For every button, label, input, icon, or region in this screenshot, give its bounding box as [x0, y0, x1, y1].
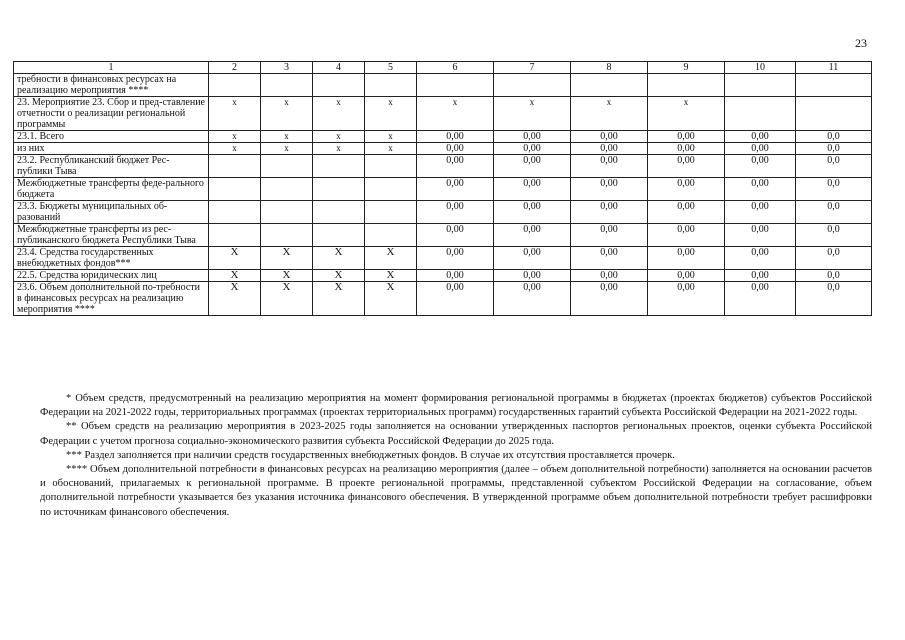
mark-cell: x — [209, 131, 261, 143]
mark-cell: X — [261, 282, 313, 316]
column-header-7: 7 — [494, 62, 571, 74]
value-cell: 0,0 — [796, 282, 872, 316]
value-cell: 0,00 — [417, 270, 494, 282]
mark-cell: X — [313, 270, 365, 282]
value-cell: 0,00 — [494, 282, 571, 316]
mark-cell — [365, 178, 417, 201]
value-cell: 0,00 — [648, 131, 725, 143]
table-row — [14, 131, 872, 143]
value-cell: 0,0 — [796, 224, 872, 247]
value-cell: 0,00 — [648, 247, 725, 270]
value-cell: 0,00 — [417, 282, 494, 316]
mark-cell — [261, 155, 313, 178]
table-body — [14, 74, 872, 316]
mark-cell — [313, 155, 365, 178]
value-cell: 0,00 — [648, 270, 725, 282]
row-label: Межбюджетные трансферты из рес-публиканского бюджета Республики Тыва — [14, 224, 209, 247]
value-cell: 0,00 — [648, 155, 725, 178]
page-number: 23 — [855, 36, 867, 50]
value-cell: 0,00 — [725, 247, 796, 270]
value-cell: 0,00 — [417, 201, 494, 224]
value-cell: 0,00 — [494, 143, 571, 155]
value-cell: x — [494, 97, 571, 131]
table-row — [14, 155, 872, 178]
footnote-2: ** Объем средств на реализацию мероприятия в 2023-2025 годы заполняется на основании утвержденных паспортов региональных проектов, оценки субъекта Российской Федерации с учетом прогноза социально-экономического развития субъекта Российской Федерации до 2025 года. — [40, 421, 872, 447]
value-cell: 0,00 — [494, 201, 571, 224]
mark-cell: x — [365, 143, 417, 155]
mark-cell — [209, 224, 261, 247]
mark-cell — [365, 155, 417, 178]
value-cell — [796, 97, 872, 131]
value-cell: 0,00 — [725, 201, 796, 224]
table-row — [14, 201, 872, 224]
value-cell: 0,0 — [796, 155, 872, 178]
value-cell: 0,00 — [725, 224, 796, 247]
mark-cell — [313, 178, 365, 201]
value-cell: 0,00 — [494, 224, 571, 247]
footnote-1: * Объем средств, предусмотренный на реализацию мероприятия на момент формирования региональной программы в бюджетах (проектах бюджетов) субъектов Российской Федерации на 2021-2022 годы, территориальных программах (проектах территориальных программ) государственных гарантий субъекта Российской Федерации на 2021-2022 годы. — [40, 393, 872, 419]
value-cell — [417, 74, 494, 97]
mark-cell: x — [209, 143, 261, 155]
table-row — [14, 224, 872, 247]
value-cell: 0,00 — [417, 131, 494, 143]
mark-cell — [365, 224, 417, 247]
value-cell: x — [417, 97, 494, 131]
column-header-1: 1 — [14, 62, 209, 74]
value-cell: 0,00 — [494, 247, 571, 270]
mark-cell: x — [261, 131, 313, 143]
value-cell: 0,00 — [725, 178, 796, 201]
table-row — [14, 143, 872, 155]
mark-cell: X — [209, 247, 261, 270]
column-header-3: 3 — [261, 62, 313, 74]
mark-cell — [209, 178, 261, 201]
financing-table — [13, 61, 872, 316]
value-cell: 0,0 — [796, 270, 872, 282]
row-label: требности в финансовых ресурсах на реализацию мероприятия **** — [14, 74, 209, 97]
table-row — [14, 270, 872, 282]
value-cell: 0,00 — [648, 143, 725, 155]
row-label: 23.4. Средства государственных внебюджетных фондов*** — [14, 247, 209, 270]
mark-cell: X — [313, 247, 365, 270]
mark-cell: x — [261, 143, 313, 155]
value-cell: 0,00 — [571, 178, 648, 201]
value-cell: 0,00 — [725, 270, 796, 282]
mark-cell — [261, 201, 313, 224]
mark-cell — [261, 74, 313, 97]
value-cell: 0,00 — [494, 155, 571, 178]
column-header-6: 6 — [417, 62, 494, 74]
value-cell: 0,00 — [571, 155, 648, 178]
value-cell: 0,00 — [494, 270, 571, 282]
value-cell: 0,00 — [417, 224, 494, 247]
value-cell: 0,00 — [648, 224, 725, 247]
row-label: 23. Мероприятие 23. Сбор и пред-ставление отчетности о реализации региональной программы — [14, 97, 209, 131]
row-label: 22.5. Средства юридических лиц — [14, 270, 209, 282]
value-cell: 0,00 — [494, 131, 571, 143]
value-cell: 0,0 — [796, 178, 872, 201]
value-cell: 0,00 — [571, 143, 648, 155]
mark-cell — [313, 201, 365, 224]
value-cell: 0,00 — [571, 247, 648, 270]
footnotes — [40, 392, 872, 520]
value-cell: 0,00 — [648, 178, 725, 201]
mark-cell: X — [209, 270, 261, 282]
value-cell: 0,00 — [571, 224, 648, 247]
value-cell — [648, 74, 725, 97]
mark-cell: X — [261, 247, 313, 270]
value-cell: 0,0 — [796, 131, 872, 143]
value-cell: 0,00 — [571, 201, 648, 224]
value-cell — [494, 74, 571, 97]
value-cell: 0,00 — [571, 282, 648, 316]
mark-cell — [209, 155, 261, 178]
mark-cell: x — [365, 131, 417, 143]
value-cell: 0,00 — [571, 131, 648, 143]
mark-cell: X — [313, 282, 365, 316]
column-header-9: 9 — [648, 62, 725, 74]
value-cell: x — [571, 97, 648, 131]
value-cell: 0,00 — [417, 247, 494, 270]
column-header-4: 4 — [313, 62, 365, 74]
row-label: 23.6. Объем дополнительной по-требности в финансовых ресурсах на реализацию мероприятия **** — [14, 282, 209, 316]
table-row — [14, 247, 872, 270]
mark-cell — [365, 201, 417, 224]
mark-cell — [261, 224, 313, 247]
value-cell: 0,00 — [417, 178, 494, 201]
value-cell: 0,0 — [796, 201, 872, 224]
mark-cell: x — [365, 97, 417, 131]
column-header-11: 11 — [796, 62, 872, 74]
mark-cell: x — [313, 143, 365, 155]
mark-cell — [313, 74, 365, 97]
mark-cell: X — [365, 282, 417, 316]
mark-cell — [209, 201, 261, 224]
mark-cell: x — [313, 131, 365, 143]
value-cell: x — [648, 97, 725, 131]
table-row — [14, 97, 872, 131]
column-header-8: 8 — [571, 62, 648, 74]
value-cell: 0,00 — [648, 201, 725, 224]
value-cell: 0,00 — [417, 155, 494, 178]
mark-cell: X — [209, 282, 261, 316]
mark-cell — [209, 74, 261, 97]
table-row — [14, 282, 872, 316]
header-row — [14, 62, 872, 74]
value-cell: 0,0 — [796, 247, 872, 270]
table-row — [14, 178, 872, 201]
column-header-2: 2 — [209, 62, 261, 74]
row-label: Межбюджетные трансферты феде-рального бюджета — [14, 178, 209, 201]
value-cell: 0,00 — [417, 143, 494, 155]
mark-cell: X — [261, 270, 313, 282]
value-cell: 0,00 — [571, 270, 648, 282]
mark-cell: x — [313, 97, 365, 131]
footnote-4: **** Объем дополнительной потребности в финансовых ресурсах на реализацию мероприятия (далее – объем дополнительной потребности) заполняется на основании расчетов и обоснований, прилагаемых к региональной программе. В проекте региональной программы, представленной субъектом Российской Федерации на согласование, объем дополнительной потребности указывается без указания источника финансового обеспечения. В утвержденной программе объем дополнительной потребности требует расшифровки по источникам финансового обеспечения. — [40, 464, 872, 518]
mark-cell — [313, 224, 365, 247]
footnote-3: *** Раздел заполняется при наличии средств государственных внебюджетных фондов. В случае их отсутствия проставляется прочерк. — [66, 449, 675, 461]
value-cell: 0,00 — [725, 131, 796, 143]
mark-cell: X — [365, 270, 417, 282]
value-cell: 0,00 — [494, 178, 571, 201]
value-cell — [796, 74, 872, 97]
mark-cell — [261, 178, 313, 201]
row-label: из них — [14, 143, 209, 155]
value-cell: 0,00 — [725, 282, 796, 316]
value-cell — [725, 97, 796, 131]
mark-cell — [365, 74, 417, 97]
value-cell — [571, 74, 648, 97]
value-cell: 0,00 — [725, 143, 796, 155]
table-row — [14, 74, 872, 97]
value-cell: 0,00 — [648, 282, 725, 316]
row-label: 23.1. Всего — [14, 131, 209, 143]
column-header-5: 5 — [365, 62, 417, 74]
value-cell — [725, 74, 796, 97]
mark-cell: x — [261, 97, 313, 131]
row-label: 23.3. Бюджеты муниципальных об-разований — [14, 201, 209, 224]
column-header-10: 10 — [725, 62, 796, 74]
value-cell: 0,00 — [725, 155, 796, 178]
row-label: 23.2. Республиканский бюджет Рес-публики Тыва — [14, 155, 209, 178]
value-cell: 0,0 — [796, 143, 872, 155]
mark-cell: x — [209, 97, 261, 131]
table-header — [14, 62, 872, 74]
mark-cell: X — [365, 247, 417, 270]
